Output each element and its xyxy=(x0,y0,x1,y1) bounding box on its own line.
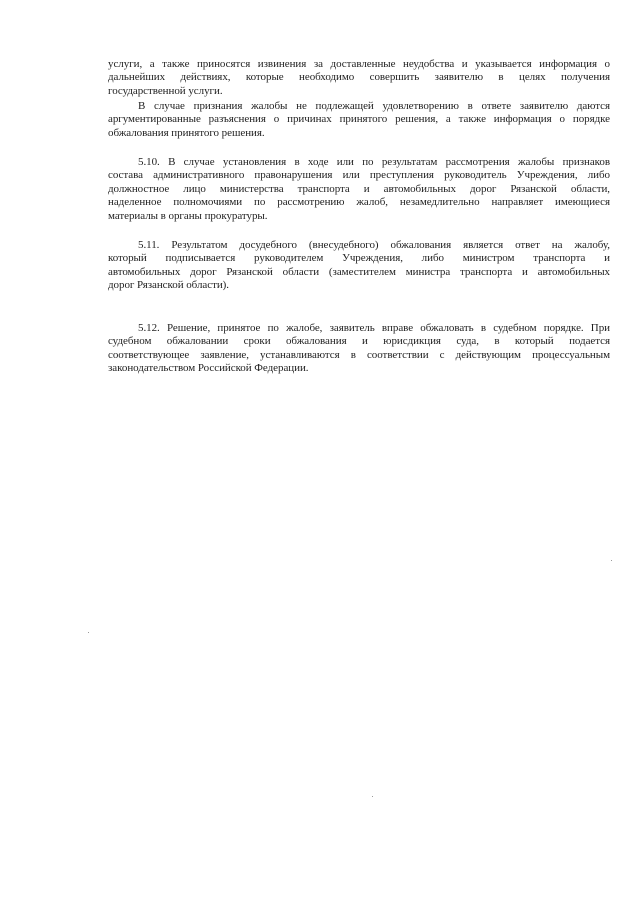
paragraph-5-12 xyxy=(108,322,610,376)
text-line: аргументированные разъяснения о причинах принятого решения, а также информация о порядке xyxy=(108,113,610,126)
scan-speck xyxy=(88,632,89,633)
text-line: обжалования принятого решения. xyxy=(108,126,265,139)
text-line: соответствующее заявление, устанавливаются в соответствии с действующим процессуальным xyxy=(108,348,610,361)
text-line: материалы в органы прокуратуры. xyxy=(108,209,268,222)
text-line: законодательством Российской Федерации. xyxy=(108,362,309,375)
paragraph-5-11 xyxy=(108,239,610,293)
text-line: 5.10. В случае установления в ходе или по результатам рассмотрения жалобы признаков xyxy=(138,156,610,168)
paragraph-rejection xyxy=(108,100,610,140)
text-line: государственной услуги. xyxy=(108,84,223,97)
text-line: дорог Рязанской области). xyxy=(108,279,229,292)
text-line: дальнейших действиях, которые необходимо совершить заявителю в целях получения xyxy=(108,71,610,84)
text-line: состава административного правонарушения или преступления руководитель Учреждения, либо xyxy=(108,169,610,182)
text-line: должностное лицо министерства транспорта и автомобильных дорог Рязанской области, xyxy=(108,182,610,195)
paragraph-5-10 xyxy=(108,156,610,223)
text-line: наделенное полномочиями по рассмотрению жалоб, незамедлительно направляет имеющиеся xyxy=(108,196,610,209)
scan-speck xyxy=(372,796,373,797)
text-line: услуги, а также приносятся извинения за доставленные неудобства и указывается информация о xyxy=(108,58,610,70)
text-line: 5.11. Результатом досудебного (внесудебного) обжалования является ответ на жалобу, xyxy=(138,239,610,251)
text-line: судебном обжаловании сроки обжалования и юрисдикция суда, в который подается xyxy=(108,335,610,348)
text-line: который подписывается руководителем Учреждения, либо министром транспорта и xyxy=(108,252,610,265)
text-line: 5.12. Решение, принятое по жалобе, заявитель вправе обжаловать в судебном порядке. При xyxy=(138,322,610,334)
scan-speck xyxy=(611,560,612,561)
paragraph-continuation xyxy=(108,58,610,98)
text-line: автомобильных дорог Рязанской области (заместителем министра транспорта и автомобильных xyxy=(108,265,610,278)
text-line: В случае признания жалобы не подлежащей удовлетворению в ответе заявителю даются xyxy=(138,100,610,112)
